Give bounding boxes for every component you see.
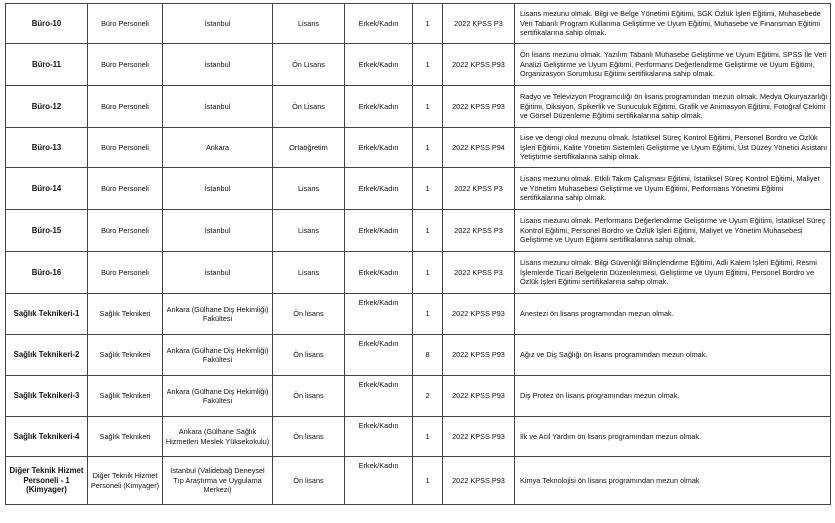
kpss-cell: 2022 KPSS P93	[443, 44, 515, 86]
title-cell: Büro Personeli	[88, 44, 163, 86]
count-cell: 1	[413, 44, 443, 86]
title-cell: Sağlık Teknikeri	[88, 335, 163, 376]
location-cell: İstanbul (Validebağ Deneysel Tıp Araştırma ve Uygulama Merkezi)	[163, 457, 273, 505]
count-cell: 1	[413, 128, 443, 168]
gender-cell: Erkek/Kadın	[345, 168, 413, 210]
location-cell: İstanbul	[163, 86, 273, 128]
education-cell: Ön Lisans	[273, 86, 345, 128]
positions-table	[5, 3, 831, 505]
location-cell: İstanbul	[163, 44, 273, 86]
education-cell: Ortaöğretim	[273, 128, 345, 168]
count-cell: 1	[413, 294, 443, 335]
gender-cell: Erkek/Kadın	[345, 252, 413, 294]
position-code-cell: Büro-14	[6, 168, 88, 210]
requirements-cell: İlk ve Acil Yardım ön lisans programından mezun olmak.	[515, 417, 831, 457]
location-cell: İstanbul	[163, 4, 273, 44]
position-code-cell: Sağlık Teknikeri-4	[6, 417, 88, 457]
kpss-cell: 2022 KPSS P93	[443, 457, 515, 505]
education-cell: Ön lisans	[273, 417, 345, 457]
requirements-cell: Lisans mezunu olmak. Etkili Takım Çalışması Eğitimi, İstatiksel Süreç Kontrol Eğitimi, Maliyet ve Yönetim Muhasebesi Geliştirme ve Uyum Eğitimi, Performans Yönetimi Eğitimi sertifikalarına sahip olmak.	[515, 168, 831, 210]
position-code-cell: Büro-13	[6, 128, 88, 168]
position-code-cell: Diğer Teknik Hizmet Personeli - 1 (Kimyager)	[6, 457, 88, 505]
requirements-cell: Anestezi ön lisans programından mezun olmak.	[515, 294, 831, 335]
education-cell: Ön Lisans	[273, 44, 345, 86]
kpss-cell: 2022 KPSS P93	[443, 86, 515, 128]
location-cell: İstanbul	[163, 168, 273, 210]
table-row	[6, 417, 831, 457]
count-cell: 8	[413, 335, 443, 376]
count-cell: 1	[413, 417, 443, 457]
title-cell: Sağlık Teknikeri	[88, 376, 163, 417]
count-cell: 1	[413, 86, 443, 128]
location-cell: Ankara	[163, 128, 273, 168]
gender-cell: Erkek/Kadın	[345, 376, 413, 417]
gender-cell: Erkek/Kadın	[345, 128, 413, 168]
table-row	[6, 44, 831, 86]
kpss-cell: 2022 KPSS P93	[443, 417, 515, 457]
education-cell: Ön lisans	[273, 294, 345, 335]
position-code-cell: Sağlık Teknikeri-2	[6, 335, 88, 376]
gender-cell: Erkek/Kadın	[345, 44, 413, 86]
requirements-cell: Diş Protez ön lisans programından mezun olmak.	[515, 376, 831, 417]
count-cell: 1	[413, 457, 443, 505]
position-code-cell: Büro-15	[6, 210, 88, 252]
requirements-cell: Lisans mezunu olmak. Bilgi ve Belge Yönetimi Eğitimi, SGK Özlük İşleri Eğitimi, Muhasebede Veri Tabanlı Program Kullanma Geliştirme ve Uyum Eğitimi, Muhasebe ve Finansman Eğitimi sertifikalarına sahip olmak.	[515, 4, 831, 44]
title-cell: Sağlık Teknikeri	[88, 294, 163, 335]
requirements-cell: Radyo ve Televizyon Programcılığı ön lisans programından mezun olmak. Medya Okuryazarlığı Eğitimi, Diksiyon, Spikerlik ve Sunuculuk Eğitimi, Grafik ve Animasyon Eğitimi, Fotoğraf Çekimi ve Görsel Düzenleme Eğitimi sertifikalarına sahip olmak.	[515, 86, 831, 128]
kpss-cell: 2022 KPSS P3	[443, 210, 515, 252]
education-cell: Ön lisans	[273, 376, 345, 417]
table-row	[6, 294, 831, 335]
title-cell: Büro Personeli	[88, 210, 163, 252]
education-cell: Lisans	[273, 4, 345, 44]
table-row	[6, 457, 831, 505]
gender-cell: Erkek/Kadın	[345, 294, 413, 335]
gender-cell: Erkek/Kadın	[345, 417, 413, 457]
location-cell: Ankara (Gülhane Sağlık Hizmetleri Meslek Yüksekokulu)	[163, 417, 273, 457]
kpss-cell: 2022 KPSS P93	[443, 294, 515, 335]
education-cell: Lisans	[273, 252, 345, 294]
title-cell: Büro Personeli	[88, 252, 163, 294]
position-code-cell: Büro-16	[6, 252, 88, 294]
title-cell: Büro Personeli	[88, 86, 163, 128]
requirements-cell: Lise ve dengi okul mezunu olmak. İstatiksel Süreç Kontrol Eğitimi, Personel Bordro ve Özlük İşleri Eğitimi, Kalite Yönetim Sistemleri Geliştirme ve Uyum Eğitimi, Üst Düzey Yönetici Asistanı Yetiştirme sertifikalarına sahip olmak.	[515, 128, 831, 168]
table-row	[6, 168, 831, 210]
position-code-cell: Sağlık Teknikeri-3	[6, 376, 88, 417]
education-cell: Lisans	[273, 210, 345, 252]
requirements-cell: Lisans mezunu olmak. Performans Değerlendirme Geliştirme ve Uyum Eğitimi, İstatiksel Süreç Kontrol Eğitimi, Personel Bordro ve Özlük İşleri Eğitimi, Maliyet ve Yönetim Muhasebesi Geliştirme ve Uyum Eğitimi sertifikalarına sahip olmak.	[515, 210, 831, 252]
kpss-cell: 2022 KPSS P3	[443, 168, 515, 210]
table-row	[6, 210, 831, 252]
gender-cell: Erkek/Kadın	[345, 86, 413, 128]
table-row	[6, 4, 831, 44]
requirements-cell: Ağız ve Diş Sağlığı ön lisans programından mezun olmak.	[515, 335, 831, 376]
gender-cell: Erkek/Kadın	[345, 210, 413, 252]
requirements-cell: Kimya Teknolojisi ön lisans programından mezun olmak	[515, 457, 831, 505]
table-row	[6, 128, 831, 168]
requirements-cell: Ön lisans mezunu olmak. Yazılım Tabanlı Muhasebe Geliştirme ve Uyum Eğitimi, SPSS İle Veri Analizi Geliştirme ve Uyum Eğitimi, Performans Değerlendirme Geliştirme ve Uyum Eğitimi, Organizasyon Sorumlusu Eğitimi sertifikalarına sahip olmak.	[515, 44, 831, 86]
kpss-cell: 2022 KPSS P93	[443, 335, 515, 376]
title-cell: Sağlık Teknikeri	[88, 417, 163, 457]
education-cell: Ön lisans	[273, 335, 345, 376]
education-cell: Ön lisans	[273, 457, 345, 505]
count-cell: 2	[413, 376, 443, 417]
title-cell: Büro Personeli	[88, 128, 163, 168]
kpss-cell: 2022 KPSS P94	[443, 128, 515, 168]
title-cell: Büro Personeli	[88, 4, 163, 44]
location-cell: Ankara (Gülhane Diş Hekimliği) Fakültesi	[163, 335, 273, 376]
count-cell: 1	[413, 210, 443, 252]
position-code-cell: Büro-10	[6, 4, 88, 44]
requirements-cell: Lisans mezunu olmak. Bilgi Güvenliği Bilinçlendirme Eğitimi, Adli Kalem İşleri Eğitimi, Resmi İşlemlerde Ticari Belgelerin Düzenlenmesi, Geliştirme ve Uyum Eğitimi, Personel Bordro ve Özlük İşleri Eğitimi sertifikalarına sahip olmak.	[515, 252, 831, 294]
position-code-cell: Büro-12	[6, 86, 88, 128]
kpss-cell: 2022 KPSS P93	[443, 376, 515, 417]
position-code-cell: Sağlık Teknikeri-1	[6, 294, 88, 335]
kpss-cell: 2022 KPSS P3	[443, 4, 515, 44]
location-cell: İstanbul	[163, 210, 273, 252]
location-cell: Ankara (Gülhane Diş Hekimliği) Fakültesi	[163, 376, 273, 417]
location-cell: Ankara (Gülhane Diş Hekimliği) Fakültesi	[163, 294, 273, 335]
gender-cell: Erkek/Kadın	[345, 335, 413, 376]
title-cell: Büro Personeli	[88, 168, 163, 210]
education-cell: Lisans	[273, 168, 345, 210]
count-cell: 1	[413, 4, 443, 44]
gender-cell: Erkek/Kadın	[345, 4, 413, 44]
table-row	[6, 86, 831, 128]
location-cell: İstanbul	[163, 252, 273, 294]
count-cell: 1	[413, 252, 443, 294]
table-row	[6, 252, 831, 294]
gender-cell: Erkek/Kadın	[345, 457, 413, 505]
title-cell: Diğer Teknik Hizmet Personeli (Kimyager)	[88, 457, 163, 505]
position-code-cell: Büro-11	[6, 44, 88, 86]
count-cell: 1	[413, 168, 443, 210]
kpss-cell: 2022 KPSS P3	[443, 252, 515, 294]
table-row	[6, 335, 831, 376]
table-row	[6, 376, 831, 417]
